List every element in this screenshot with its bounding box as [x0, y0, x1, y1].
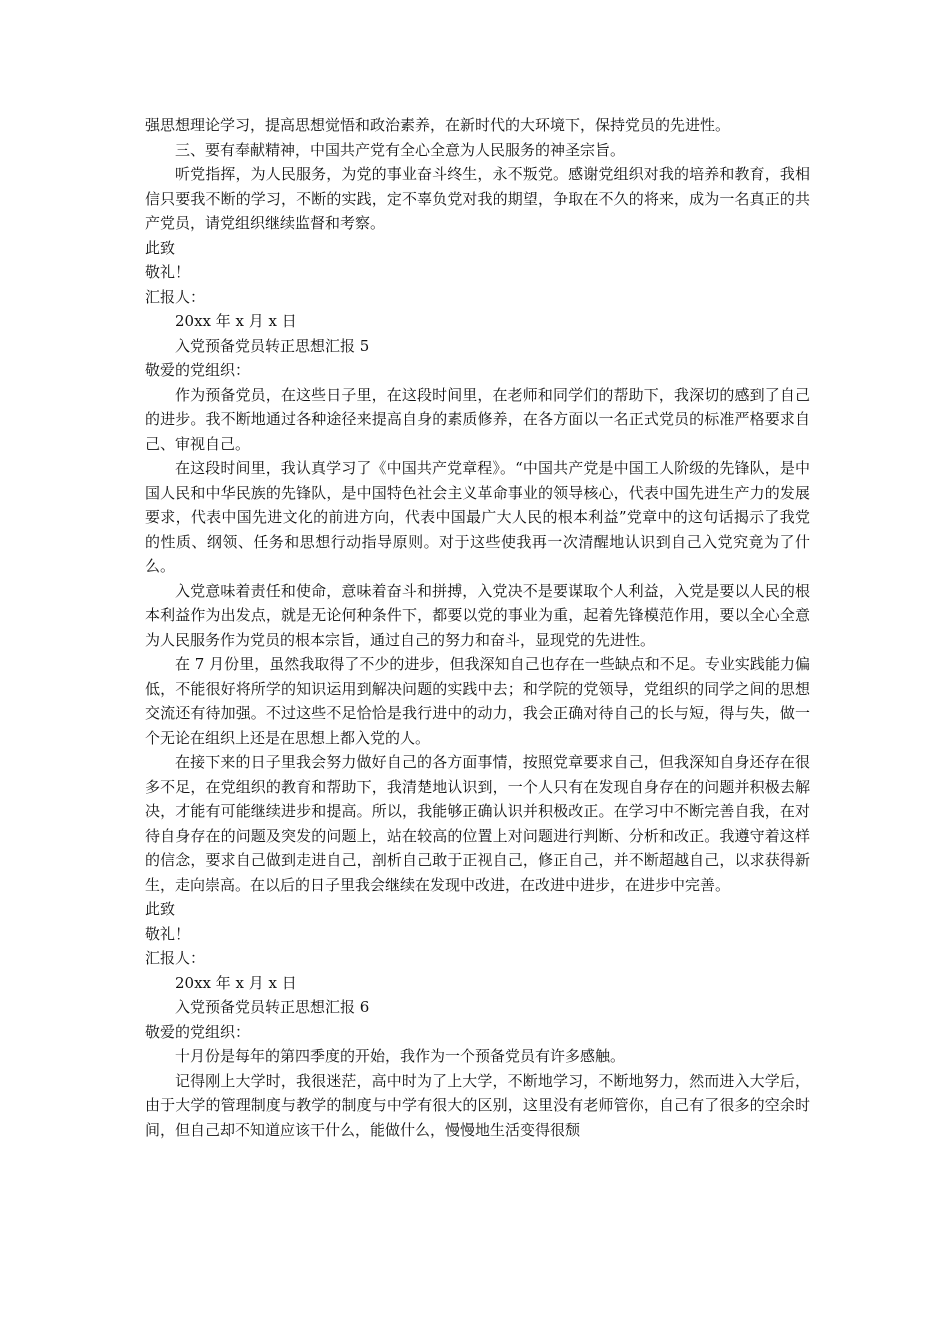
document-page — [145, 113, 810, 1142]
paragraph: 作为预备党员，在这些日子里，在这段时间里，在老师和同学们的帮助下，我深切的感到了自己的进步。我不断地通过各种途径来提高自身的素质修养，在各方面以一名正式党员的标准严格要求自己、审视自己。 — [145, 385, 810, 453]
paragraph: 在 7 月份里，虽然我取得了不少的进步，但我深知自己也存在一些缺点和不足。专业实践能力偏低，不能很好将所学的知识运用到解决问题的实践中去；和学院的党领导，党组织的同学之间的思想交流还有待加强。不过这些不足恰恰是我行进中的动力，我会正确对待自己的长与短，得与失，做一个无论在组织上还是在思想上都入党的人。 — [145, 655, 810, 747]
section-title: 入党预备党员转正思想汇报 6 — [175, 998, 370, 1016]
paragraph: 在接下来的日子里我会努力做好自己的各方面事情，按照党章要求自己，但我深知自身还存在很多不足，在党组织的教育和帮助下，我清楚地认识到，一个人只有在发现自身存在的问题并积极去解决，才能有可能继续进步和提高。所以，我能够正确认识并积极改正。在学习中不断完善自我，在对待自身存在的问题及突发的问题上，站在较高的位置上对问题进行判断、分析和改正。我遵守着这样的信念，要求自己做到走进自己，剖析自己敢于正视自己，修正自己，并不断超越自己，以求获得新生，走向崇高。在以后的日子里我会继续在发现中改进，在改进中进步，在进步中完善。 — [145, 753, 810, 894]
section-title: 入党预备党员转正思想汇报 5 — [175, 336, 370, 355]
reporter-label: 汇报人： — [145, 949, 206, 967]
paragraph: 入党意味着责任和使命，意味着奋斗和拼搏，入党决不是要谋取个人利益，入党是要以人民的根本利益作为出发点，就是无论何种条件下，都要以党的事业为重，起着先锋模范作用，要以全心全意为人民服务作为党员的根本宗旨，通过自己的努力和奋斗，显现党的先进性。 — [145, 581, 810, 649]
salutation: 敬爱的党组织： — [145, 361, 251, 379]
closing-salute: 敬礼！ — [145, 263, 191, 281]
paragraph: 三、要有奉献精神，中国共产党有全心全意为人民服务的神圣宗旨。 — [175, 140, 626, 159]
date-line: 20xx 年 x 月 x 日 — [175, 973, 297, 992]
paragraph: 十月份是每年的第四季度的开始，我作为一个预备党员有许多感触。 — [175, 1047, 626, 1065]
closing-salute: 敬礼！ — [145, 924, 191, 943]
closing-line: 此致 — [145, 900, 176, 918]
paragraph: 记得刚上大学时，我很迷茫，高中时为了上大学，不断地学习，不断地努力，然而进入大学后，由于大学的管理制度与教学的制度与中学有很大的区别，这里没有老师管你，自己有了很多的空余时间，但自己却不知道应该干什么，能做什么，慢慢地生活变得很颓 — [145, 1071, 810, 1139]
reporter-label: 汇报人： — [145, 287, 206, 306]
paragraph: 强思想理论学习，提高思想觉悟和政治素养，在新时代的大环境下，保持党员的先进性。 — [145, 116, 731, 134]
closing-line: 此致 — [145, 238, 176, 257]
date-line: 20xx 年 x 月 x 日 — [175, 312, 297, 330]
paragraph: 在这段时间里，我认真学习了《中国共产党章程》。“中国共产党是中国工人阶级的先锋队，是中国人民和中华民族的先锋队，是中国特色社会主义革命事业的领导核心，代表中国先进生产力的发展要求，代表中国先进文化的前进方向，代表中国最广大人民的根本利益”党章中的这句话揭示了我党的性质、纲领、任务和思想行动指导原则。对于这些使我再一次清醒地认识到自己入党究竟为了什么。 — [145, 459, 810, 575]
salutation: 敬爱的党组织： — [145, 1022, 251, 1041]
paragraph: 听党指挥，为人民服务，为党的事业奋斗终生，永不叛党。感谢党组织对我的培养和教育，我相信只要我不断的学习，不断的实践，定不辜负党对我的期望，争取在不久的将来，成为一名真正的共产党员，请党组织继续监督和考察。 — [145, 165, 810, 232]
